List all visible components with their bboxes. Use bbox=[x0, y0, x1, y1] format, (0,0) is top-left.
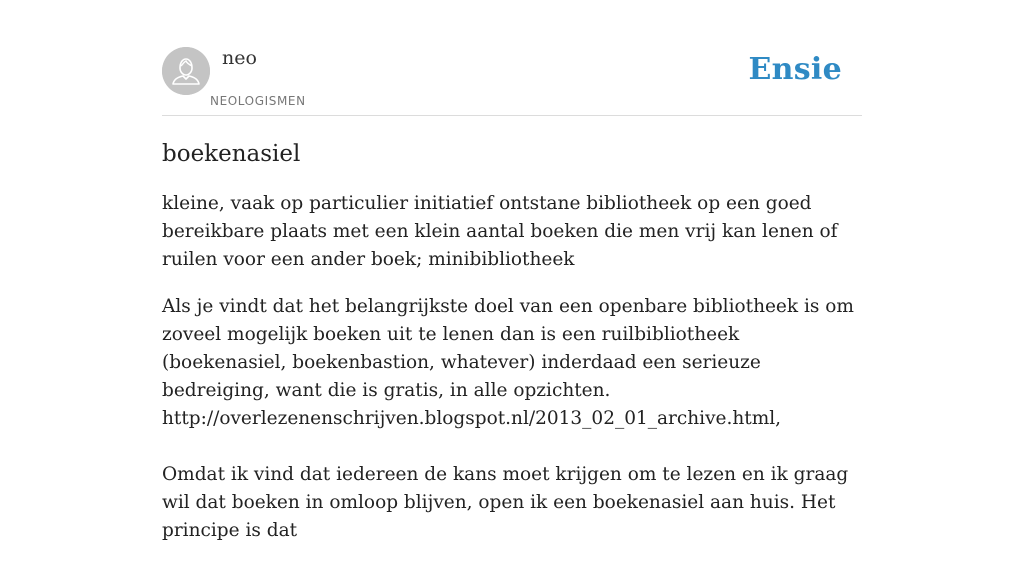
entry-title: boekenasiel bbox=[162, 141, 301, 167]
header bbox=[162, 46, 862, 116]
user-silhouette-icon bbox=[162, 47, 210, 95]
entry-content bbox=[162, 138, 862, 573]
entry-definition: kleine, vaak op particulier initiatief ontstane bibliotheek op een goed bereikbare plaats met een klein aantal boeken die men vrij kan lenen of ruilen voor een ander boek; minibibliotheek bbox=[162, 193, 838, 270]
avatar[interactable] bbox=[162, 47, 210, 95]
example-paragraph: Omdat ik vind dat iedereen de kans moet krijgen om te lezen en ik graag wil dat boeken in omloop blijven, open ik een boekenasiel aan huis. Het principe is dat bbox=[162, 464, 849, 541]
entry-example bbox=[162, 293, 862, 545]
brand-logo[interactable]: Ensie bbox=[748, 52, 842, 87]
username[interactable]: neo bbox=[222, 47, 257, 69]
example-paragraph: Als je vindt dat het belangrijkste doel van een openbare bibliotheek is om zoveel mogelijk boeken uit te lenen dan is een ruilbibliotheek (boekenasiel, boekenbastion, whatever) inderdaad een serieuze bedreiging, want die is gratis, in alle opzichten. http://overlezenenschrijven.blogspot.nl/2013_02_01_archive.html, bbox=[162, 296, 854, 429]
collection-label[interactable]: NEOLOGISMEN bbox=[210, 94, 306, 108]
